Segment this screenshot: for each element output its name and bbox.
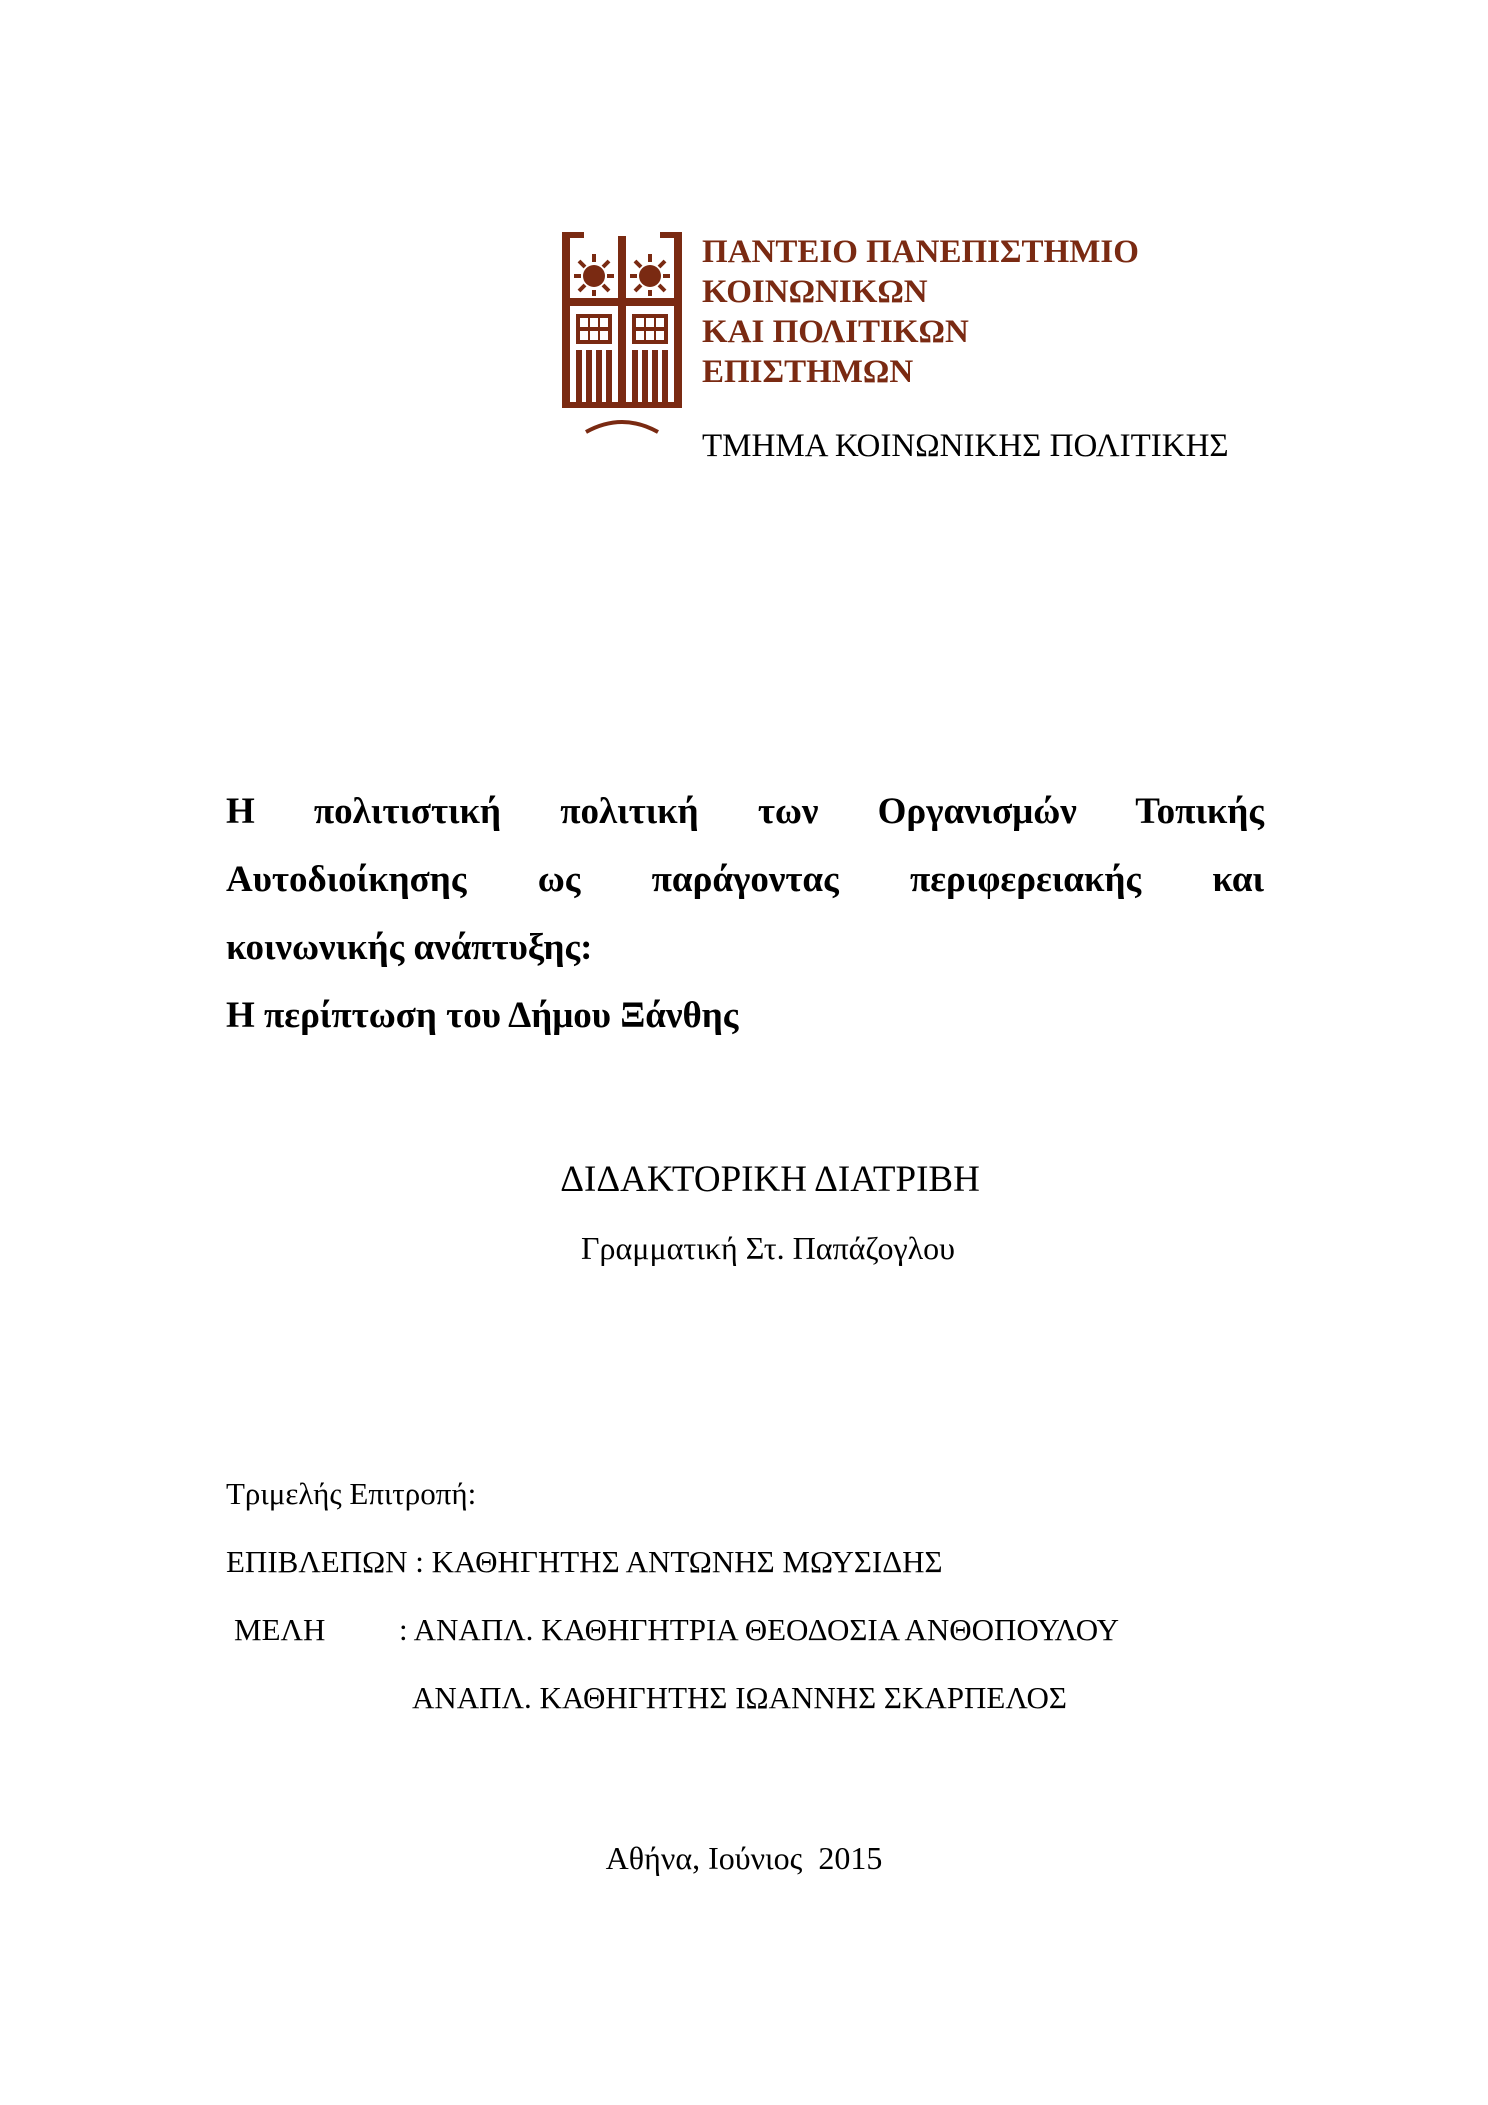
committee-member: : ΑΝΑΠΛ. ΚΑΘΗΓΗΤΡΙΑ ΘΕΟΔΟΣΙΑ ΑΝΘΟΠΟΥΛΟΥ — [399, 1612, 1119, 1647]
members-role-label: ΜΕΛΗ — [234, 1612, 326, 1647]
title-line: Αυτοδιοίκησης ως παράγοντας περιφερειακής και — [226, 859, 1264, 900]
author-name: Γραμματική Στ. Παπάζογλου — [581, 1230, 955, 1266]
committee-member: ΑΝΑΠΛ. ΚΑΘΗΓΗΤΗΣ ΙΩΑΝΝΗΣ ΣΚΑΡΠΕΛΟΣ — [412, 1680, 1067, 1715]
place-date: Αθήνα, Ιούνιος 2015 — [605, 1840, 883, 1876]
department-name: ΤΜΗΜΑ ΚΟΙΝΩΝΙΚΗΣ ΠΟΛΙΤΙΚΗΣ — [702, 428, 1229, 464]
panteion-university-crest-icon — [562, 232, 682, 438]
university-name-line: ΚΑΙ ΠΟΛΙΤΙΚΩΝ — [702, 314, 969, 350]
thesis-type: ΔΙΔΑΚΤΟΡΙΚΗ ΔΙΑΤΡΙΒΗ — [560, 1159, 980, 1200]
subtitle-line: Η περίπτωση του Δήμου Ξάνθης — [226, 995, 739, 1036]
university-name-line: ΠΑΝΤΕΙΟ ΠΑΝΕΠΙΣΤΗΜΙΟ — [702, 234, 1139, 270]
university-name-line: ΕΠΙΣΤΗΜΩΝ — [702, 354, 914, 390]
thesis-title — [226, 778, 1264, 1050]
university-name — [702, 232, 1262, 392]
committee-member-row — [234, 1610, 1119, 1650]
committee-supervisor: ΕΠΙΒΛΕΠΩΝ : ΚΑΘΗΓΗΤΗΣ ΑΝΤΩΝΗΣ ΜΩΥΣΙΔΗΣ — [226, 1544, 943, 1579]
title-line: Η πολιτιστική πολιτική των Οργανισμών Τοπικής — [226, 791, 1264, 832]
committee-label: Τριμελής Επιτροπή: — [226, 1476, 477, 1511]
university-name-line: ΚΟΙΝΩΝΙΚΩΝ — [702, 274, 928, 310]
title-line: κοινωνικής ανάπτυξης: — [226, 927, 593, 968]
